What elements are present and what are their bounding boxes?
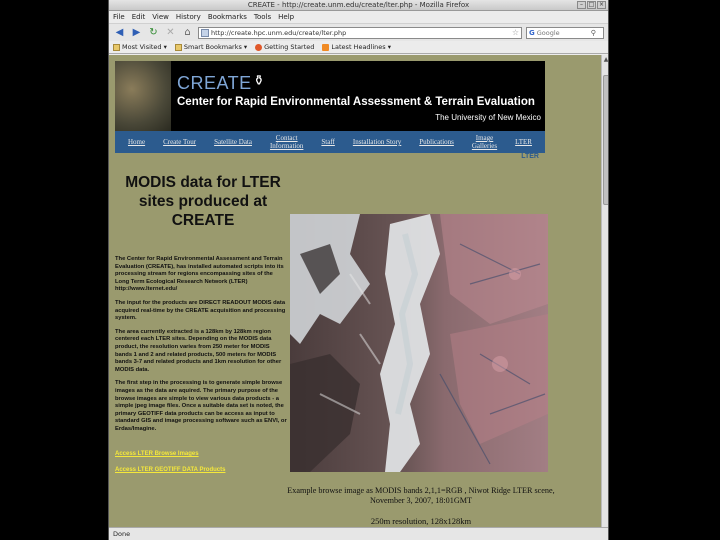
bookmark-label: Getting Started (264, 43, 315, 51)
nav-home[interactable]: Home (127, 138, 146, 146)
forward-icon[interactable]: ▶ (132, 27, 141, 38)
modis-browse-image (290, 214, 548, 472)
reload-icon[interactable]: ↻ (149, 27, 158, 38)
content-column (115, 173, 287, 473)
nav-lter[interactable]: LTER (515, 138, 532, 146)
university-name: The University of New Mexico (435, 113, 541, 122)
paragraph: The Center for Rapid Environmental Assessment and Terrain Evaluation (CREATE), has installed automated scripts into its processing stream for regions encompassing sites of the Long Term Ecological Research Network (LTER) http://www.lternet.edu/ (115, 256, 284, 293)
bookmark-label: Latest Headlines (331, 43, 386, 51)
links-block (115, 451, 287, 473)
page-title: MODIS data for LTER sites produced at CREATE (125, 174, 281, 229)
menu-view[interactable]: View (152, 13, 169, 21)
site-brand: CREATE (177, 73, 252, 93)
geotiff-products-link[interactable]: Access LTER GEOTIFF DATA Products (115, 467, 226, 474)
title-bar (109, 0, 608, 11)
nav-staff[interactable]: Staff (321, 138, 335, 146)
browser-window (108, 0, 609, 540)
bookmark-label: Most Visited (122, 43, 162, 51)
url-bar[interactable] (198, 27, 522, 39)
nav-create-tour[interactable]: Create Tour (163, 138, 197, 146)
search-input[interactable] (537, 29, 589, 37)
window-controls (577, 1, 606, 9)
create-logo-icon: ⚱ (253, 73, 265, 89)
menu-history[interactable]: History (175, 13, 201, 21)
paragraph-block (115, 256, 287, 433)
minimize-button[interactable]: – (577, 1, 586, 9)
window-title: CREATE - http://create.unm.edu/create/lter.php - Mozilla Firefox (247, 1, 470, 9)
vertical-scrollbar[interactable] (601, 55, 609, 527)
bookmark-getting-started[interactable] (255, 43, 314, 51)
stop-icon[interactable]: ✕ (166, 27, 175, 38)
bookmark-label: Smart Bookmarks (183, 43, 242, 51)
url-text[interactable]: http://create.hpc.unm.edu/create/lter.php (211, 28, 347, 37)
menu-edit[interactable]: Edit (131, 13, 146, 21)
bookmark-star-icon[interactable]: ☆ (511, 28, 519, 37)
menu-bar (109, 11, 608, 23)
folder-icon (175, 44, 182, 51)
menu-help[interactable]: Help (278, 13, 295, 21)
firefox-icon (255, 44, 262, 51)
maximize-button[interactable]: □ (588, 1, 595, 8)
bookmark-latest-headlines[interactable] (322, 43, 391, 51)
menu-tools[interactable]: Tools (253, 13, 272, 21)
nav-contact[interactable]: Contact Information (269, 134, 304, 150)
image-caption-resolution: 250m resolution, 128x128km (370, 516, 472, 526)
scrollbar-thumb[interactable] (603, 75, 609, 205)
sub-nav-lter[interactable]: LTER (521, 153, 539, 160)
search-icon[interactable]: ⚲ (590, 28, 596, 37)
back-icon[interactable]: ◀ (115, 27, 124, 38)
folder-icon (113, 44, 120, 51)
page-viewport (109, 55, 609, 527)
header-satellite-image (115, 61, 171, 131)
bookmarks-toolbar (109, 41, 608, 54)
menu-bookmarks[interactable]: Bookmarks (207, 13, 247, 21)
chevron-down-icon: ▾ (163, 43, 167, 51)
close-button[interactable]: × (598, 1, 605, 8)
rss-icon (322, 44, 329, 51)
nav-satellite-data[interactable]: Satellite Data (214, 138, 252, 146)
paragraph: The first step in the processing is to generate simple browse images as the data are aquired. The primary purpose of the browse images are simple to view various data products - a simple jpeg image files. Once a suitable data set is noted, the primary GEOTIFF data products can be access as input to standard GIS and image processing software such as ENVI, or Erdas/Imagine. (115, 380, 287, 432)
chevron-down-icon: ▾ (387, 43, 391, 51)
home-icon[interactable]: ⌂ (184, 27, 191, 38)
site-nav (115, 131, 545, 153)
search-box[interactable] (526, 27, 604, 39)
bookmark-most-visited[interactable] (113, 43, 167, 51)
status-bar: Done (109, 527, 609, 540)
paragraph: The area currently extracted is a 128km by 128km region centered each LTER sites. Depending on the MODIS data product, the resolution varies from 250 meter for MODIS bands 1 and 2 and related products, 500 meters for MODIS bands 3-7 and related products and 1km resolution for other MODIS data. (115, 328, 282, 373)
nav-image-galleries[interactable]: Image Galleries (471, 134, 498, 150)
modis-image-svg (290, 214, 548, 472)
image-caption: Example browse image as MODIS bands 2,1,1=RGB , Niwot Ridge LTER scene, November 3, 2007, 18:01GMT (287, 486, 555, 505)
paragraph: The input for the products are DIRECT READOUT MODIS data acquired real-time by the CREATE acquisition and processing system. (115, 299, 286, 322)
menu-file[interactable]: File (113, 13, 125, 21)
site-full-name: Center for Rapid Environmental Assessment & Terrain Evaluation (177, 96, 535, 108)
nav-publications[interactable]: Publications (419, 138, 454, 146)
scroll-up-icon[interactable]: ▲ (603, 56, 609, 63)
web-page (115, 61, 555, 526)
google-icon[interactable]: G (529, 28, 535, 37)
browse-images-link[interactable]: Access LTER Browse Images (115, 451, 199, 458)
navigation-toolbar (109, 23, 608, 41)
nav-installation-story[interactable]: Installation Story (352, 138, 402, 146)
chevron-down-icon: ▾ (243, 43, 248, 51)
site-favicon-icon (201, 29, 209, 37)
bookmark-smart-bookmarks[interactable] (175, 43, 247, 51)
site-header (115, 61, 545, 131)
